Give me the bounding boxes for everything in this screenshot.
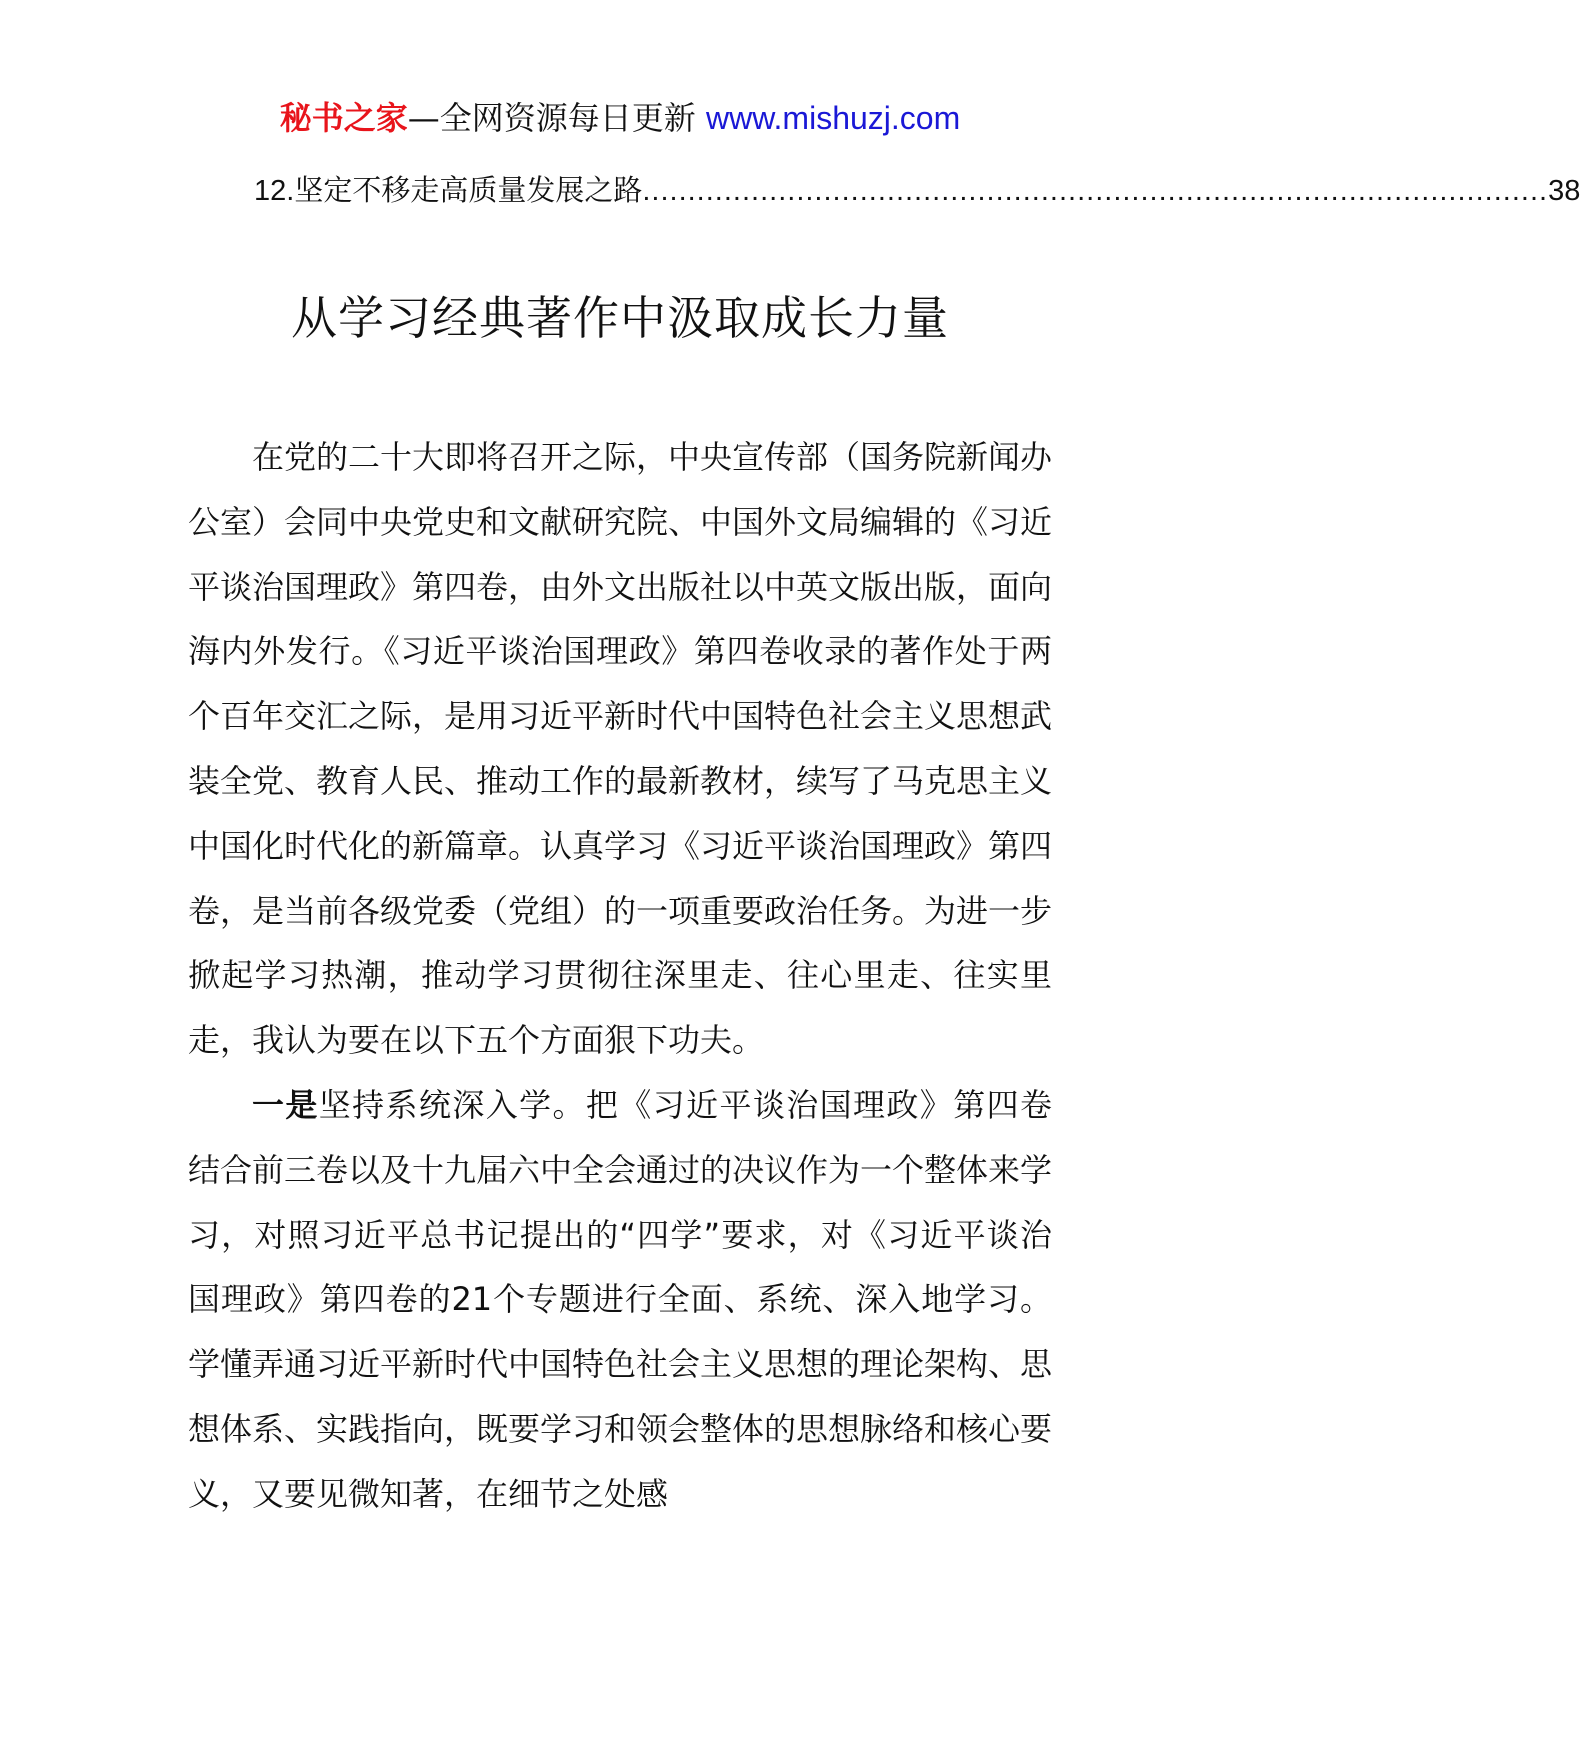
article-title: 从学习经典著作中汲取成长力量	[291, 291, 949, 345]
site-tagline: —全网资源每日更新	[407, 99, 706, 137]
paragraph-point-one	[188, 1073, 1052, 1527]
toc-page-number: 38	[1548, 175, 1580, 207]
paragraph-lead-label: 一是	[252, 1085, 319, 1124]
site-url-link[interactable]: www.mishuzj.com	[705, 100, 961, 136]
paragraph-point-one-text: 坚持系统深入学。把《习近平谈治国理政》第四卷结合前三卷以及十九届六中全会通过的决议作为一个整体来学习，对照习近平总书记提出的“四学”要求，对《习近平谈治国理政》第四卷的21个专题进行全面、系统、深入地学习。学懂弄通习近平新时代中国特色社会主义思想的理论架构、思想体系、实践指向，既要学习和领会整体的思想脉络和核心要义，又要见微知著，在细节之处感	[188, 1085, 1053, 1513]
toc-entry[interactable]	[254, 170, 1580, 211]
site-header	[0, 98, 1240, 138]
toc-entry-title: 坚定不移走高质量发展之路	[294, 173, 643, 207]
article-body	[188, 425, 1052, 1527]
site-brand: 秘书之家	[279, 99, 408, 137]
toc-entry-number: 12.	[254, 175, 295, 207]
toc-leader-dots: ....................................................................................................	[642, 175, 1549, 207]
paragraph-intro: 在党的二十大即将召开之际，中央宣传部（国务院新闻办公室）会同中央党史和文献研究院、中国外文局编辑的《习近平谈治国理政》第四卷，由外文出版社以中英文版出版，面向海内外发行。《习近平谈治国理政》第四卷收录的著作处于两个百年交汇之际，是用习近平新时代中国特色社会主义思想武装全党、教育人民、推动工作的最新教材，续写了马克思主义中国化时代化的新篇章。认真学习《习近平谈治国理政》第四卷，是当前各级党委（党组）的一项重要政治任务。为进一步掀起学习热潮，推动学习贯彻往深里走、往心里走、往实里走，我认为要在以下五个方面狠下功夫。	[188, 438, 1053, 1060]
